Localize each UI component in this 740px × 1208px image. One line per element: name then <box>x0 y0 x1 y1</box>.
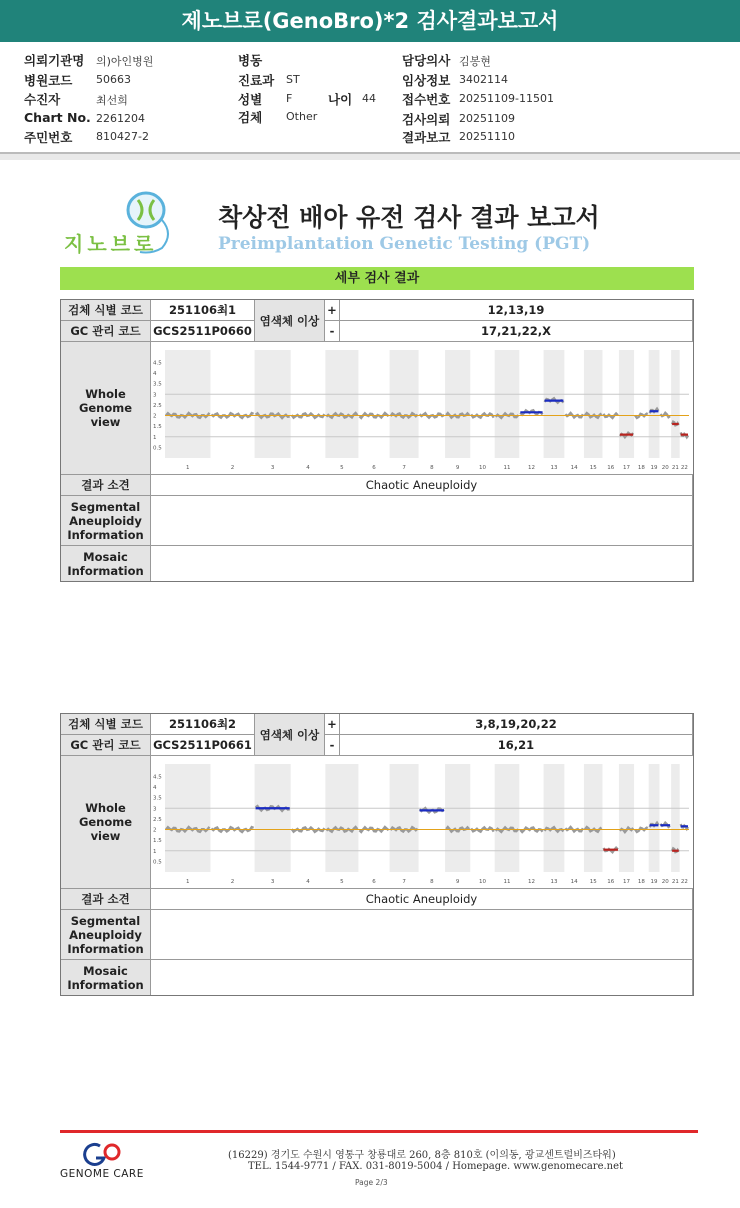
receipt-value: 20251109-11501 <box>459 92 554 105</box>
x-tick-label: 19 <box>650 465 658 471</box>
chrom-band-15 <box>584 764 603 872</box>
sex-label: 성별 <box>238 92 263 107</box>
x-tick-label: 3 <box>270 465 275 471</box>
y-tick-label: 2.5 <box>153 816 162 823</box>
x-tick-label: 4 <box>306 879 310 885</box>
patient-label: 수진자 <box>24 92 61 107</box>
y-tick-label: 1.5 <box>153 424 162 431</box>
x-tick-label: 20 <box>661 879 669 885</box>
y-tick-label: 0.5 <box>153 445 162 452</box>
sample-id-label: 검체 식별 코드 <box>61 714 151 735</box>
x-tick-label: 10 <box>478 465 486 471</box>
gain-sign: + <box>325 300 340 321</box>
chrom-band-9 <box>445 350 470 458</box>
abnormality-label: 염색체 이상 <box>255 300 325 342</box>
hospital-code-label: 병원코드 <box>24 73 73 88</box>
chrom-band-9 <box>445 764 470 872</box>
dept-label: 진료과 <box>238 73 275 88</box>
hospital-code-value: 50663 <box>96 73 131 86</box>
segmental-value <box>151 910 693 960</box>
page-number: Page 2/3 <box>355 1178 388 1187</box>
x-tick-label: 16 <box>607 465 615 471</box>
chrom-band-13 <box>544 764 565 872</box>
x-tick-label: 1 <box>185 879 190 885</box>
sex-value: F <box>286 92 293 105</box>
x-tick-label: 15 <box>589 879 597 885</box>
x-tick-label: 2 <box>230 465 235 471</box>
cnv-chart-2 <box>151 756 693 889</box>
y-tick-label: 2 <box>153 413 157 420</box>
x-tick-label: 11 <box>503 465 511 471</box>
gain-sign: + <box>325 714 340 735</box>
chrom-band-3 <box>255 350 291 458</box>
footer-address: (16229) 경기도 수원시 영통구 창룡대로 260, 8층 810호 (이의동, 광교센트럴비즈타워) <box>228 1150 616 1161</box>
x-tick-label: 22 <box>680 879 688 885</box>
y-tick-label: 1 <box>153 434 157 441</box>
document-subtitle: Preimplantation Genetic Testing (PGT) <box>218 234 591 254</box>
x-tick-label: 4 <box>306 465 310 471</box>
x-tick-label: 18 <box>637 879 645 885</box>
patient-info <box>0 42 740 154</box>
x-tick-label: 5 <box>340 879 344 885</box>
doctor-label: 담당의사 <box>402 53 451 68</box>
y-tick-label: 4.5 <box>153 360 162 367</box>
x-tick-label: 8 <box>430 465 434 471</box>
chart-value: 2261204 <box>96 112 145 125</box>
loss-sign: - <box>325 735 340 756</box>
gain-chromosomes: 3,8,19,20,22 <box>340 714 693 735</box>
x-tick-label: 18 <box>637 465 645 471</box>
chrom-band-19 <box>649 350 660 458</box>
x-tick-label: 7 <box>402 465 406 471</box>
chrom-band-3 <box>255 764 291 872</box>
loss-sign: - <box>325 321 340 342</box>
finding-label: 결과 소견 <box>61 889 151 910</box>
x-tick-label: 3 <box>270 879 275 885</box>
x-tick-label: 6 <box>372 465 376 471</box>
x-tick-label: 21 <box>671 465 679 471</box>
gc-code-value: GCS2511P0660 <box>151 321 255 342</box>
x-tick-label: 14 <box>570 879 578 885</box>
y-tick-label: 3.5 <box>153 381 162 388</box>
segmental-label: Segmental Aneuploidy Information <box>61 910 151 960</box>
y-tick-label: 4 <box>153 785 157 791</box>
age-label: 나이 <box>328 92 353 107</box>
wgv-label: Whole Genome view <box>61 756 151 889</box>
chrom-band-19 <box>649 764 660 872</box>
chrom-band-1 <box>165 764 210 872</box>
chrom-band-21 <box>671 764 680 872</box>
y-tick-label: 1 <box>153 848 157 855</box>
x-tick-label: 7 <box>402 879 406 885</box>
gain-chromosomes: 12,13,19 <box>340 300 693 321</box>
chrom-band-5 <box>325 350 358 458</box>
dept-value: ST <box>286 73 300 86</box>
patient-value: 최선희 <box>96 94 128 107</box>
chrom-band-7 <box>390 764 419 872</box>
report-title: 제노브로(GenoBro)*2 검사결과보고서 <box>181 9 559 33</box>
footer-divider <box>60 1130 698 1133</box>
mosaic-label: Mosaic Information <box>61 546 151 581</box>
x-tick-label: 9 <box>455 879 460 885</box>
chrom-band-7 <box>390 350 419 458</box>
chrom-band-15 <box>584 350 603 458</box>
request-value: 20251109 <box>459 112 515 125</box>
section-heading: 세부 검사 결과 <box>60 267 694 290</box>
sample-id-label: 검체 식별 코드 <box>61 300 151 321</box>
finding-value: Chaotic Aneuploidy <box>151 475 693 496</box>
x-tick-label: 12 <box>527 879 535 885</box>
chart-label: Chart No. <box>24 110 91 125</box>
chrom-band-17 <box>619 764 634 872</box>
cnv-chart-1 <box>151 342 693 475</box>
segmental-value <box>151 496 693 546</box>
ward-label: 병동 <box>238 53 263 68</box>
x-tick-label: 19 <box>650 879 658 885</box>
mosaic-value <box>151 546 693 581</box>
x-tick-label: 9 <box>455 465 460 471</box>
x-tick-label: 22 <box>680 465 688 471</box>
report-title-bar <box>0 0 740 42</box>
y-tick-label: 4.5 <box>153 774 162 781</box>
chrom-band-13 <box>544 350 565 458</box>
divider <box>0 154 740 160</box>
result-panel-2 <box>60 713 694 996</box>
x-tick-label: 5 <box>340 465 344 471</box>
whole-genome-plot-1 <box>151 342 693 475</box>
mosaic-value <box>151 960 693 995</box>
clinical-label: 임상정보 <box>402 73 451 88</box>
wgv-label: Whole Genome view <box>61 342 151 475</box>
y-tick-label: 3.5 <box>153 795 162 802</box>
y-tick-label: 3 <box>153 806 157 813</box>
x-tick-label: 2 <box>230 879 235 885</box>
x-tick-label: 14 <box>570 465 578 471</box>
specimen-label: 검체 <box>238 110 263 125</box>
mosaic-label: Mosaic Information <box>61 960 151 995</box>
y-tick-label: 2 <box>153 827 157 834</box>
document-title: 착상전 배아 유전 검사 결과 보고서 <box>218 203 600 232</box>
y-tick-label: 2.5 <box>153 402 162 409</box>
y-tick-label: 0.5 <box>153 859 162 866</box>
chrom-band-5 <box>325 764 358 872</box>
x-tick-label: 21 <box>671 879 679 885</box>
footer-contact: TEL. 1544-9771 / FAX. 031-8019-5004 / Homepage. www.genomecare.net <box>248 1161 624 1172</box>
loss-chromosomes: 17,21,22,X <box>340 321 693 342</box>
x-tick-label: 20 <box>661 465 669 471</box>
chrom-band-11 <box>495 764 520 872</box>
chrom-band-1 <box>165 350 210 458</box>
y-tick-label: 3 <box>153 392 157 399</box>
finding-value: Chaotic Aneuploidy <box>151 889 693 910</box>
chrom-band-21 <box>671 350 680 458</box>
gc-code-value: GCS2511P0661 <box>151 735 255 756</box>
result-label: 결과보고 <box>402 130 451 145</box>
rrn-value: 810427-2 <box>96 130 149 143</box>
doctor-value: 김봉현 <box>459 55 491 68</box>
x-tick-label: 6 <box>372 879 376 885</box>
x-tick-label: 16 <box>607 879 615 885</box>
rrn-label: 주민번호 <box>24 130 73 145</box>
institution-label: 의뢰기관명 <box>24 53 85 68</box>
gc-code-label: GC 관리 코드 <box>61 321 151 342</box>
whole-genome-plot-2 <box>151 756 693 889</box>
finding-label: 결과 소견 <box>61 475 151 496</box>
loss-chromosomes: 16,21 <box>340 735 693 756</box>
x-tick-label: 8 <box>430 879 434 885</box>
age-value: 44 <box>362 92 376 105</box>
x-tick-label: 17 <box>623 879 631 885</box>
chrom-band-17 <box>619 350 634 458</box>
x-tick-label: 11 <box>503 879 511 885</box>
x-tick-label: 1 <box>185 465 190 471</box>
sample-id-value: 251106최1 <box>151 300 255 321</box>
x-tick-label: 17 <box>623 465 631 471</box>
segmental-label: Segmental Aneuploidy Information <box>61 496 151 546</box>
y-tick-label: 4 <box>153 371 157 377</box>
abnormality-label: 염색체 이상 <box>255 714 325 756</box>
result-panel-1 <box>60 299 694 582</box>
footer-brand: GENOME CARE <box>60 1168 144 1180</box>
logo-text: 지노브로 <box>64 232 158 256</box>
x-tick-label: 13 <box>550 465 558 471</box>
receipt-label: 접수번호 <box>402 92 451 107</box>
request-label: 검사의뢰 <box>402 112 451 127</box>
x-tick-label: 13 <box>550 879 558 885</box>
gc-code-label: GC 관리 코드 <box>61 735 151 756</box>
result-value: 20251110 <box>459 130 515 143</box>
sample-id-value: 251106최2 <box>151 714 255 735</box>
institution-value: 의)아인병원 <box>96 55 154 68</box>
y-tick-label: 1.5 <box>153 838 162 845</box>
x-tick-label: 12 <box>527 465 535 471</box>
x-tick-label: 15 <box>589 465 597 471</box>
clinical-value: 3402114 <box>459 73 508 86</box>
chrom-band-11 <box>495 350 520 458</box>
specimen-value: Other <box>286 110 318 123</box>
x-tick-label: 10 <box>478 879 486 885</box>
